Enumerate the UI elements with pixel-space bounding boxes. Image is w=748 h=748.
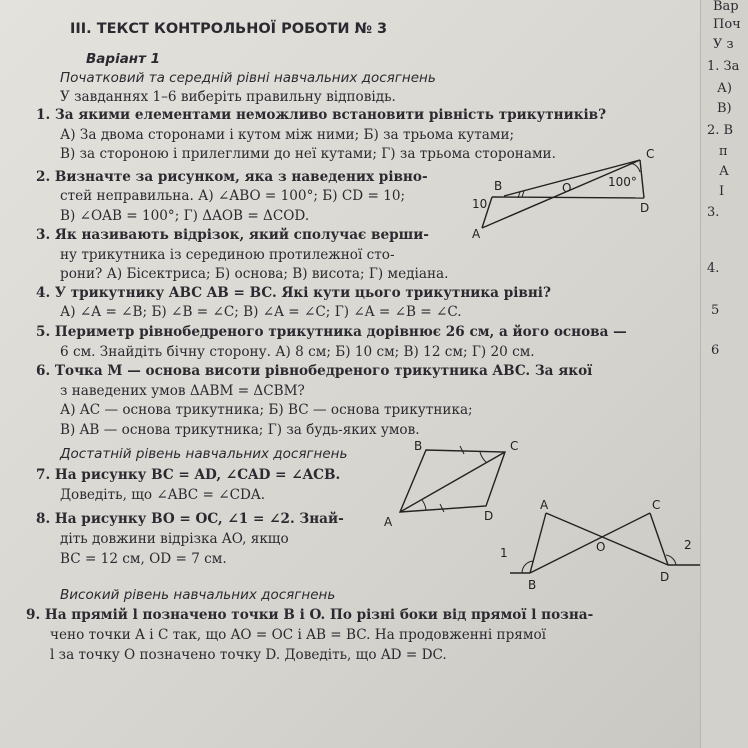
fig1-label-d: D — [640, 201, 650, 215]
side-text-12: 4. — [707, 261, 720, 276]
fig1-label-c: C — [646, 147, 655, 161]
level-sufficient-heading: Достатній рівень навчальних досягнень — [60, 446, 348, 462]
question-8-cont: діть довжини відрізка AO, якщо — [60, 531, 289, 547]
level-high-heading: Високий рівень навчальних досягнень — [60, 587, 336, 603]
question-5: 5. Периметр рівнобедреного трикутника дорівнює 26 см, а його основа — — [36, 324, 627, 340]
level-basic-heading: Початковий та середній рівні навчальних досягнень — [60, 70, 436, 86]
side-text-14: 6 — [711, 343, 720, 358]
question-2-cont: стей неправильна. А) ∠ABO = 100°; Б) CD = 10; — [60, 188, 406, 204]
side-text-4: 1. За — [707, 59, 740, 74]
figure-question-8 — [500, 495, 710, 595]
question-7: 7. На рисунку BC = AD, ∠CAD = ∠ACB. — [36, 467, 341, 483]
variant-heading: Варіант 1 — [86, 51, 161, 67]
fig3-angle-2: 2 — [684, 538, 692, 552]
fig1-label-a: A — [472, 227, 481, 240]
fig3-label-b: B — [528, 578, 537, 592]
fig2-label-d: D — [484, 509, 494, 523]
side-text-3: У з — [713, 37, 734, 52]
adjacent-page — [700, 0, 748, 748]
question-3: 3. Як називають відрізок, який сполучає верши- — [36, 227, 429, 243]
question-1-options-b: В) за стороною і прилеглими до неї кутами; Г) за трьома сторонами. — [60, 146, 556, 162]
fig3-label-a: A — [540, 498, 549, 512]
side-text-5: А) — [717, 81, 732, 96]
question-6-options-b: В) AB — основа трикутника; Г) за будь-яких умов. — [60, 422, 420, 438]
fig2-label-c: C — [510, 440, 519, 453]
question-3-options: рони? А) Бісектриса; Б) основа; В) висота; Г) медіана. — [60, 266, 449, 282]
fig3-angle-1: 1 — [500, 546, 508, 560]
fig1-label-b: B — [494, 179, 503, 193]
question-4-options: А) ∠A = ∠B; Б) ∠B = ∠C; В) ∠A = ∠C; Г) ∠A = ∠B = ∠C. — [60, 304, 462, 320]
question-9-cont: чено точки A і C так, що AO = OC і AB = BC. На продовженні прямої — [50, 627, 546, 643]
side-text-10: I — [719, 184, 725, 199]
question-4: 4. У трикутнику ABC AB = BC. Які кути цього трикутника рівні? — [36, 285, 551, 301]
fig3-label-c: C — [652, 498, 661, 512]
fig2-label-b: B — [414, 440, 423, 453]
side-text-13: 5 — [711, 303, 720, 318]
fig1-length-label: 10 — [472, 197, 488, 211]
question-9: 9. На прямій l позначено точки B і O. По різні боки від прямої l позна- — [26, 607, 594, 623]
side-text-11: 3. — [707, 205, 720, 220]
question-8: 8. На рисунку BO = OC, ∠1 = ∠2. Знай- — [36, 511, 344, 527]
fig2-label-a: A — [384, 515, 393, 529]
fig3-label-o: O — [596, 540, 606, 554]
fig3-label-d: D — [660, 570, 670, 584]
question-7-cont: Доведіть, що ∠ABC = ∠CDA. — [60, 487, 266, 503]
side-text-1: Вар — [713, 0, 739, 14]
question-3-cont: ну трикутника із серединою протилежної сто- — [60, 247, 395, 263]
question-6: 6. Точка M — основа висоти рівнобедреного трикутника ABC. За якої — [36, 363, 593, 379]
side-text-7: 2. В — [707, 123, 734, 138]
question-1: 1. За якими елементами неможливо встановити рівність трикутників? — [36, 107, 607, 123]
side-text-9: А — [719, 164, 729, 179]
question-9-cont-2: l за точку O позначено точку D. Доведіть, що AD = DC. — [50, 647, 447, 663]
question-2: 2. Визначте за рисунком, яка з наведених рівно- — [36, 169, 428, 185]
side-text-2: Поч — [713, 17, 741, 32]
question-6-options-a: А) AC — основа трикутника; Б) BC — основа трикутника; — [60, 402, 473, 418]
question-5-cont: 6 см. Знайдіть бічну сторону. А) 8 см; Б) 10 см; В) 12 см; Г) 20 см. — [60, 344, 535, 360]
intro-text: У завданнях 1–6 виберіть правильну відповідь. — [60, 89, 396, 105]
fig1-label-o: O — [562, 181, 572, 195]
question-8-cont-2: BC = 12 см, OD = 7 см. — [60, 551, 227, 567]
side-text-6: В) — [717, 101, 732, 116]
question-6-cont: з наведених умов ΔABM = ΔCBM? — [60, 383, 305, 399]
side-text-8: п — [719, 144, 728, 159]
page-title: ІІІ. ТЕКСТ КОНТРОЛЬНОЇ РОБОТИ № 3 — [70, 21, 388, 37]
question-2-options: В) ∠OAB = 100°; Г) ΔAOB = ΔCOD. — [60, 208, 310, 224]
figure-question-2 — [460, 140, 680, 240]
fig1-angle-label: 100° — [608, 175, 637, 189]
question-1-options-a: А) За двома сторонами і кутом між ними; Б) за трьома кутами; — [60, 127, 515, 143]
